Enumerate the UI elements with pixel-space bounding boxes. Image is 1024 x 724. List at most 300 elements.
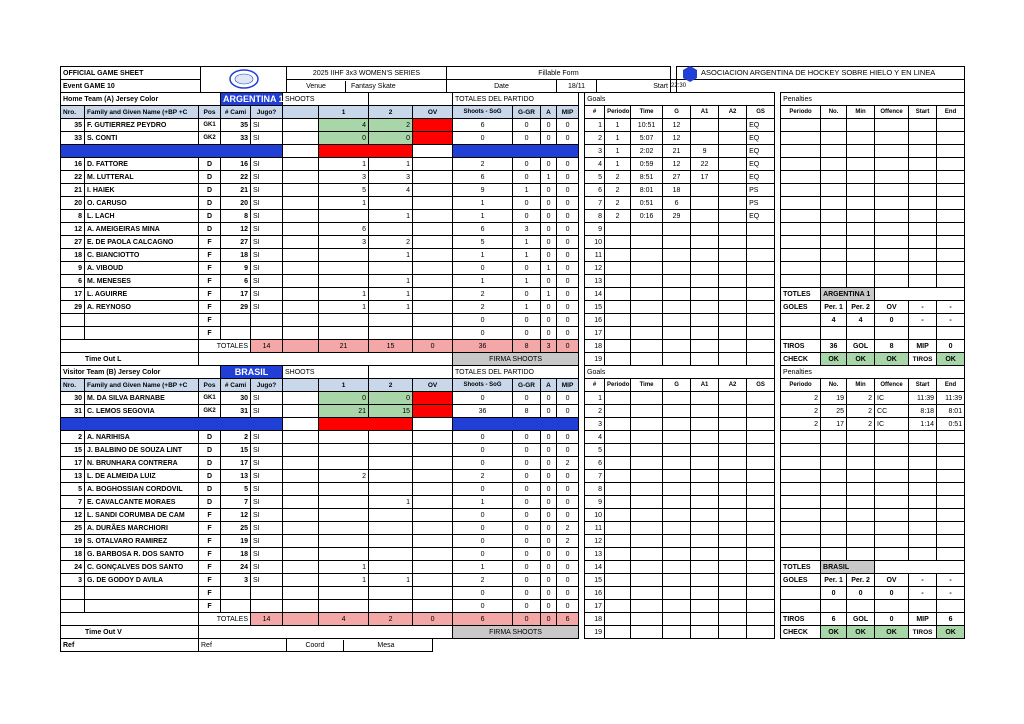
player-shots-ov[interactable] [413, 236, 453, 249]
penalty-end[interactable] [937, 509, 965, 522]
penalty-end[interactable] [937, 197, 965, 210]
penalty-offence[interactable] [875, 223, 909, 236]
goal-per[interactable] [605, 574, 631, 587]
player-shots-ov[interactable] [413, 587, 453, 600]
penalty-period[interactable] [781, 223, 821, 236]
player-shots-ov[interactable] [413, 171, 453, 184]
player-played[interactable]: SI [251, 392, 283, 405]
player-played[interactable]: SI [251, 405, 283, 418]
goal-per[interactable]: 2 [605, 184, 631, 197]
goal-a2[interactable] [719, 132, 747, 145]
player-shots-ov[interactable] [413, 197, 453, 210]
player-name[interactable]: C. LEMOS SEGOVIA [85, 405, 199, 418]
penalty-minutes[interactable] [847, 132, 875, 145]
player-shots-p2[interactable]: 1 [369, 301, 413, 314]
goal-time[interactable] [631, 457, 663, 470]
goal-a1[interactable] [691, 483, 719, 496]
goal-g[interactable] [663, 262, 691, 275]
player-shots-ov[interactable] [413, 574, 453, 587]
penalty-minutes[interactable] [847, 470, 875, 483]
goal-a2[interactable] [719, 548, 747, 561]
goal-per[interactable] [605, 431, 631, 444]
goal-gs[interactable] [747, 262, 775, 275]
penalty-end[interactable] [937, 444, 965, 457]
goal-g[interactable] [663, 392, 691, 405]
goal-per[interactable] [605, 561, 631, 574]
player-shots-p2[interactable] [369, 223, 413, 236]
player-name[interactable]: M. LUTTERAL [85, 171, 199, 184]
player-shots-p2[interactable] [369, 444, 413, 457]
player-played[interactable]: SI [251, 431, 283, 444]
penalty-end[interactable]: 8:01 [937, 405, 965, 418]
penalty-offence[interactable]: IC [875, 392, 909, 405]
goal-empty[interactable] [631, 613, 663, 626]
goal-empty[interactable] [691, 626, 719, 639]
player-shots-p1[interactable]: 4 [319, 119, 369, 132]
player-name[interactable]: D. FATTORE [85, 158, 199, 171]
penalty-number[interactable] [821, 223, 847, 236]
penalty-offence[interactable]: CC [875, 405, 909, 418]
goal-a2[interactable] [719, 561, 747, 574]
goal-a1[interactable] [691, 496, 719, 509]
goal-g[interactable] [663, 327, 691, 340]
goal-per[interactable] [605, 587, 631, 600]
goal-a2[interactable] [719, 405, 747, 418]
home-team-name[interactable]: ARGENTINA 1 [221, 93, 283, 106]
goal-a2[interactable] [719, 483, 747, 496]
goal-a1[interactable] [691, 405, 719, 418]
goal-a1[interactable] [691, 223, 719, 236]
goal-g[interactable]: 6 [663, 197, 691, 210]
penalty-minutes[interactable] [847, 457, 875, 470]
player-jersey[interactable]: 17 [221, 288, 251, 301]
goal-time[interactable] [631, 236, 663, 249]
player-name[interactable]: L. AGUIRRE [85, 288, 199, 301]
goal-empty[interactable] [663, 353, 691, 366]
player-played[interactable] [251, 600, 283, 613]
player-shots-p1[interactable]: 21 [319, 405, 369, 418]
goal-time[interactable] [631, 288, 663, 301]
goal-per[interactable]: 2 [605, 171, 631, 184]
player-played[interactable]: SI [251, 236, 283, 249]
player-shots-p1[interactable]: 1 [319, 574, 369, 587]
goal-a2[interactable] [719, 223, 747, 236]
penalty-number[interactable] [821, 197, 847, 210]
player-jersey[interactable]: 12 [221, 223, 251, 236]
goal-a1[interactable] [691, 509, 719, 522]
penalty-period[interactable] [781, 431, 821, 444]
goal-per[interactable] [605, 600, 631, 613]
player-name[interactable] [85, 314, 199, 327]
goal-per[interactable] [605, 470, 631, 483]
goal-time[interactable] [631, 587, 663, 600]
penalty-end[interactable] [937, 184, 965, 197]
player-shots-p2[interactable]: 3 [369, 171, 413, 184]
goal-a1[interactable] [691, 197, 719, 210]
home-timeout-blank[interactable] [199, 353, 453, 366]
goal-gs[interactable] [747, 535, 775, 548]
player-played[interactable]: SI [251, 210, 283, 223]
player-shots-p2[interactable]: 1 [369, 210, 413, 223]
goal-gs[interactable] [747, 249, 775, 262]
player-jersey[interactable]: 6 [221, 275, 251, 288]
venue-value[interactable]: Fantasy Skate [350, 82, 396, 90]
penalty-start[interactable] [909, 171, 937, 184]
penalty-start[interactable] [909, 431, 937, 444]
goal-a1[interactable] [691, 262, 719, 275]
penalty-end[interactable] [937, 548, 965, 561]
player-name[interactable]: A. REYNOSO [85, 301, 199, 314]
penalty-period[interactable] [781, 496, 821, 509]
goal-a2[interactable] [719, 522, 747, 535]
goal-per[interactable] [605, 548, 631, 561]
player-jersey[interactable]: 17 [221, 457, 251, 470]
penalty-start[interactable]: 1:14 [909, 418, 937, 431]
penalty-period[interactable] [781, 210, 821, 223]
goal-time[interactable]: 5:07 [631, 132, 663, 145]
player-shots-p2[interactable]: 1 [369, 496, 413, 509]
goal-per[interactable] [605, 457, 631, 470]
player-shots-ov[interactable] [413, 301, 453, 314]
goal-gs[interactable] [747, 574, 775, 587]
goal-time[interactable]: 8:01 [631, 184, 663, 197]
penalty-end[interactable] [937, 145, 965, 158]
penalty-number[interactable] [821, 119, 847, 132]
goal-per[interactable] [605, 301, 631, 314]
goal-empty[interactable] [747, 626, 775, 639]
player-name[interactable]: I. HAIEK [85, 184, 199, 197]
goal-gs[interactable] [747, 392, 775, 405]
penalty-start[interactable] [909, 457, 937, 470]
penalty-start[interactable] [909, 119, 937, 132]
penalty-end[interactable] [937, 535, 965, 548]
goal-g[interactable]: 12 [663, 132, 691, 145]
player-name[interactable] [85, 600, 199, 613]
penalty-period[interactable]: 2 [781, 392, 821, 405]
penalty-end[interactable] [937, 249, 965, 262]
player-shots-ov[interactable] [413, 327, 453, 340]
goal-time[interactable] [631, 548, 663, 561]
player-jersey[interactable]: 29 [221, 301, 251, 314]
penalty-end[interactable] [937, 496, 965, 509]
penalty-end[interactable] [937, 483, 965, 496]
penalty-start[interactable]: 11:39 [909, 392, 937, 405]
player-jersey[interactable] [221, 327, 251, 340]
goal-g[interactable] [663, 548, 691, 561]
player-jersey[interactable]: 8 [221, 210, 251, 223]
goal-per[interactable] [605, 522, 631, 535]
goal-time[interactable]: 0:51 [631, 197, 663, 210]
player-name[interactable]: C. GONÇALVES DOS SANTO [85, 561, 199, 574]
goal-gs[interactable] [747, 600, 775, 613]
penalty-number[interactable] [821, 483, 847, 496]
goal-a1[interactable] [691, 457, 719, 470]
goal-g[interactable] [663, 236, 691, 249]
goal-gs[interactable] [747, 418, 775, 431]
goal-gs[interactable] [747, 548, 775, 561]
goal-empty[interactable] [691, 613, 719, 626]
goal-gs[interactable] [747, 444, 775, 457]
penalty-number[interactable] [821, 444, 847, 457]
goal-per[interactable] [605, 327, 631, 340]
goal-per[interactable]: 1 [605, 132, 631, 145]
player-name[interactable]: C. BIANCIOTTO [85, 249, 199, 262]
penalty-minutes[interactable] [847, 262, 875, 275]
penalty-minutes[interactable] [847, 548, 875, 561]
penalty-start[interactable] [909, 444, 937, 457]
player-shots-p2[interactable] [369, 522, 413, 535]
player-jersey[interactable] [221, 587, 251, 600]
goal-a2[interactable] [719, 249, 747, 262]
player-shots-ov[interactable] [413, 275, 453, 288]
goal-time[interactable] [631, 275, 663, 288]
goal-time[interactable] [631, 249, 663, 262]
penalty-minutes[interactable] [847, 483, 875, 496]
goal-g[interactable] [663, 405, 691, 418]
goal-a1[interactable] [691, 522, 719, 535]
player-jersey[interactable]: 15 [221, 444, 251, 457]
player-name[interactable]: L. SANDI CORUMBA DE CAM [85, 509, 199, 522]
player-shots-p1[interactable] [319, 249, 369, 262]
player-played[interactable]: SI [251, 158, 283, 171]
goal-gs[interactable]: PS [747, 197, 775, 210]
player-shots-p2[interactable]: 2 [369, 236, 413, 249]
player-played[interactable]: SI [251, 574, 283, 587]
player-played[interactable]: SI [251, 535, 283, 548]
penalty-end[interactable] [937, 210, 965, 223]
player-shots-p2[interactable]: 1 [369, 249, 413, 262]
player-played[interactable]: SI [251, 132, 283, 145]
player-shots-p2[interactable]: 1 [369, 158, 413, 171]
goal-empty[interactable] [747, 613, 775, 626]
goal-a1[interactable] [691, 301, 719, 314]
goal-a2[interactable] [719, 119, 747, 132]
player-played[interactable]: SI [251, 548, 283, 561]
goal-time[interactable]: 10:51 [631, 119, 663, 132]
penalty-period[interactable] [781, 509, 821, 522]
player-played[interactable]: SI [251, 522, 283, 535]
goal-g[interactable] [663, 587, 691, 600]
goal-a2[interactable] [719, 587, 747, 600]
goal-a2[interactable] [719, 197, 747, 210]
goal-a2[interactable] [719, 288, 747, 301]
goal-a2[interactable] [719, 301, 747, 314]
goal-a2[interactable] [719, 145, 747, 158]
goal-per[interactable] [605, 444, 631, 457]
penalty-minutes[interactable] [847, 223, 875, 236]
player-shots-ov[interactable] [413, 223, 453, 236]
goal-a1[interactable] [691, 275, 719, 288]
goal-a2[interactable] [719, 535, 747, 548]
player-played[interactable]: SI [251, 444, 283, 457]
goal-gs[interactable] [747, 470, 775, 483]
goal-a1[interactable] [691, 210, 719, 223]
player-shots-ov[interactable] [413, 314, 453, 327]
penalty-minutes[interactable] [847, 236, 875, 249]
player-shots-p2[interactable] [369, 314, 413, 327]
player-played[interactable]: SI [251, 119, 283, 132]
goal-a2[interactable] [719, 574, 747, 587]
player-jersey[interactable]: 5 [221, 483, 251, 496]
goal-gs[interactable]: EQ [747, 210, 775, 223]
penalty-start[interactable] [909, 470, 937, 483]
player-played[interactable]: SI [251, 288, 283, 301]
goal-a1[interactable]: 9 [691, 145, 719, 158]
goal-per[interactable]: 2 [605, 197, 631, 210]
penalty-minutes[interactable] [847, 496, 875, 509]
goal-gs[interactable]: EQ [747, 171, 775, 184]
player-name[interactable]: N. BRUNHARA CONTRERA [85, 457, 199, 470]
goal-gs[interactable] [747, 223, 775, 236]
penalty-offence[interactable] [875, 262, 909, 275]
penalty-start[interactable] [909, 262, 937, 275]
goal-gs[interactable] [747, 522, 775, 535]
goal-empty[interactable] [747, 353, 775, 366]
goal-a1[interactable] [691, 119, 719, 132]
goal-per[interactable]: 1 [605, 119, 631, 132]
player-shots-p1[interactable] [319, 522, 369, 535]
goal-time[interactable] [631, 314, 663, 327]
goal-g[interactable] [663, 509, 691, 522]
penalty-end[interactable]: 0:51 [937, 418, 965, 431]
penalty-offence[interactable] [875, 171, 909, 184]
goal-a2[interactable] [719, 509, 747, 522]
player-shots-p1[interactable]: 1 [319, 158, 369, 171]
penalty-offence[interactable]: IC [875, 418, 909, 431]
penalty-period[interactable] [781, 457, 821, 470]
player-played[interactable]: SI [251, 483, 283, 496]
goal-empty[interactable] [719, 613, 747, 626]
penalty-start[interactable] [909, 548, 937, 561]
goal-gs[interactable] [747, 483, 775, 496]
goal-g[interactable]: 27 [663, 171, 691, 184]
penalty-offence[interactable] [875, 210, 909, 223]
penalty-offence[interactable] [875, 275, 909, 288]
player-shots-p2[interactable] [369, 587, 413, 600]
goal-g[interactable] [663, 431, 691, 444]
goal-time[interactable] [631, 470, 663, 483]
player-jersey[interactable]: 21 [221, 184, 251, 197]
player-shots-p1[interactable] [319, 431, 369, 444]
player-jersey[interactable]: 9 [221, 262, 251, 275]
player-played[interactable]: SI [251, 561, 283, 574]
penalty-start[interactable] [909, 522, 937, 535]
goal-empty[interactable] [605, 340, 631, 353]
penalty-minutes[interactable]: 2 [847, 405, 875, 418]
player-played[interactable]: SI [251, 275, 283, 288]
goal-gs[interactable]: EQ [747, 145, 775, 158]
penalty-minutes[interactable] [847, 431, 875, 444]
goal-empty[interactable] [631, 626, 663, 639]
penalty-minutes[interactable] [847, 210, 875, 223]
goal-time[interactable] [631, 418, 663, 431]
goal-a1[interactable] [691, 561, 719, 574]
player-jersey[interactable]: 24 [221, 561, 251, 574]
penalty-number[interactable] [821, 431, 847, 444]
goal-empty[interactable] [691, 340, 719, 353]
penalty-end[interactable] [937, 470, 965, 483]
player-played[interactable]: SI [251, 249, 283, 262]
player-jersey[interactable]: 25 [221, 522, 251, 535]
player-name[interactable] [85, 587, 199, 600]
penalty-start[interactable] [909, 249, 937, 262]
penalty-offence[interactable] [875, 184, 909, 197]
player-jersey[interactable]: 20 [221, 197, 251, 210]
player-shots-ov[interactable] [413, 496, 453, 509]
goal-time[interactable] [631, 223, 663, 236]
player-jersey[interactable]: 30 [221, 392, 251, 405]
player-name[interactable]: M. DA SILVA BARNABE [85, 392, 199, 405]
player-shots-p2[interactable] [369, 561, 413, 574]
penalty-offence[interactable] [875, 522, 909, 535]
penalty-offence[interactable] [875, 236, 909, 249]
goal-per[interactable]: 1 [605, 145, 631, 158]
player-name[interactable]: E. DE PAOLA CALCAGNO [85, 236, 199, 249]
goal-a2[interactable] [719, 236, 747, 249]
goal-a1[interactable] [691, 288, 719, 301]
player-shots-p1[interactable] [319, 275, 369, 288]
player-played[interactable] [251, 587, 283, 600]
player-jersey[interactable] [221, 600, 251, 613]
goal-g[interactable] [663, 288, 691, 301]
player-shots-ov[interactable] [413, 522, 453, 535]
goal-per[interactable] [605, 236, 631, 249]
player-jersey[interactable]: 12 [221, 509, 251, 522]
player-shots-p2[interactable] [369, 431, 413, 444]
goal-per[interactable] [605, 275, 631, 288]
start-value[interactable]: 22:30 [671, 80, 677, 93]
goal-gs[interactable] [747, 301, 775, 314]
penalty-number[interactable]: 19 [821, 392, 847, 405]
penalty-number[interactable] [821, 236, 847, 249]
penalty-period[interactable] [781, 184, 821, 197]
penalty-start[interactable] [909, 275, 937, 288]
goal-g[interactable]: 18 [663, 184, 691, 197]
goal-time[interactable] [631, 262, 663, 275]
player-shots-p2[interactable]: 1 [369, 275, 413, 288]
penalty-number[interactable] [821, 145, 847, 158]
goal-a2[interactable] [719, 431, 747, 444]
penalty-number[interactable] [821, 470, 847, 483]
goal-time[interactable] [631, 405, 663, 418]
goal-empty[interactable] [605, 626, 631, 639]
player-played[interactable]: SI [251, 457, 283, 470]
goal-a1[interactable] [691, 314, 719, 327]
goal-a2[interactable] [719, 158, 747, 171]
penalty-number[interactable]: 17 [821, 418, 847, 431]
player-shots-p1[interactable] [319, 314, 369, 327]
player-jersey[interactable] [221, 314, 251, 327]
penalty-minutes[interactable] [847, 509, 875, 522]
goal-g[interactable] [663, 249, 691, 262]
goal-a2[interactable] [719, 418, 747, 431]
goal-gs[interactable]: PS [747, 184, 775, 197]
penalty-end[interactable] [937, 262, 965, 275]
player-shots-p1[interactable]: 0 [319, 392, 369, 405]
penalty-start[interactable] [909, 496, 937, 509]
penalty-start[interactable] [909, 483, 937, 496]
goal-a1[interactable] [691, 184, 719, 197]
penalty-period[interactable] [781, 236, 821, 249]
player-name[interactable]: A. AMEIGEIRAS MINA [85, 223, 199, 236]
player-shots-p2[interactable]: 2 [369, 119, 413, 132]
goal-a1[interactable] [691, 535, 719, 548]
player-shots-p1[interactable] [319, 262, 369, 275]
goal-empty[interactable] [663, 613, 691, 626]
player-shots-ov[interactable] [413, 405, 453, 418]
goal-empty[interactable] [605, 353, 631, 366]
penalty-minutes[interactable] [847, 535, 875, 548]
